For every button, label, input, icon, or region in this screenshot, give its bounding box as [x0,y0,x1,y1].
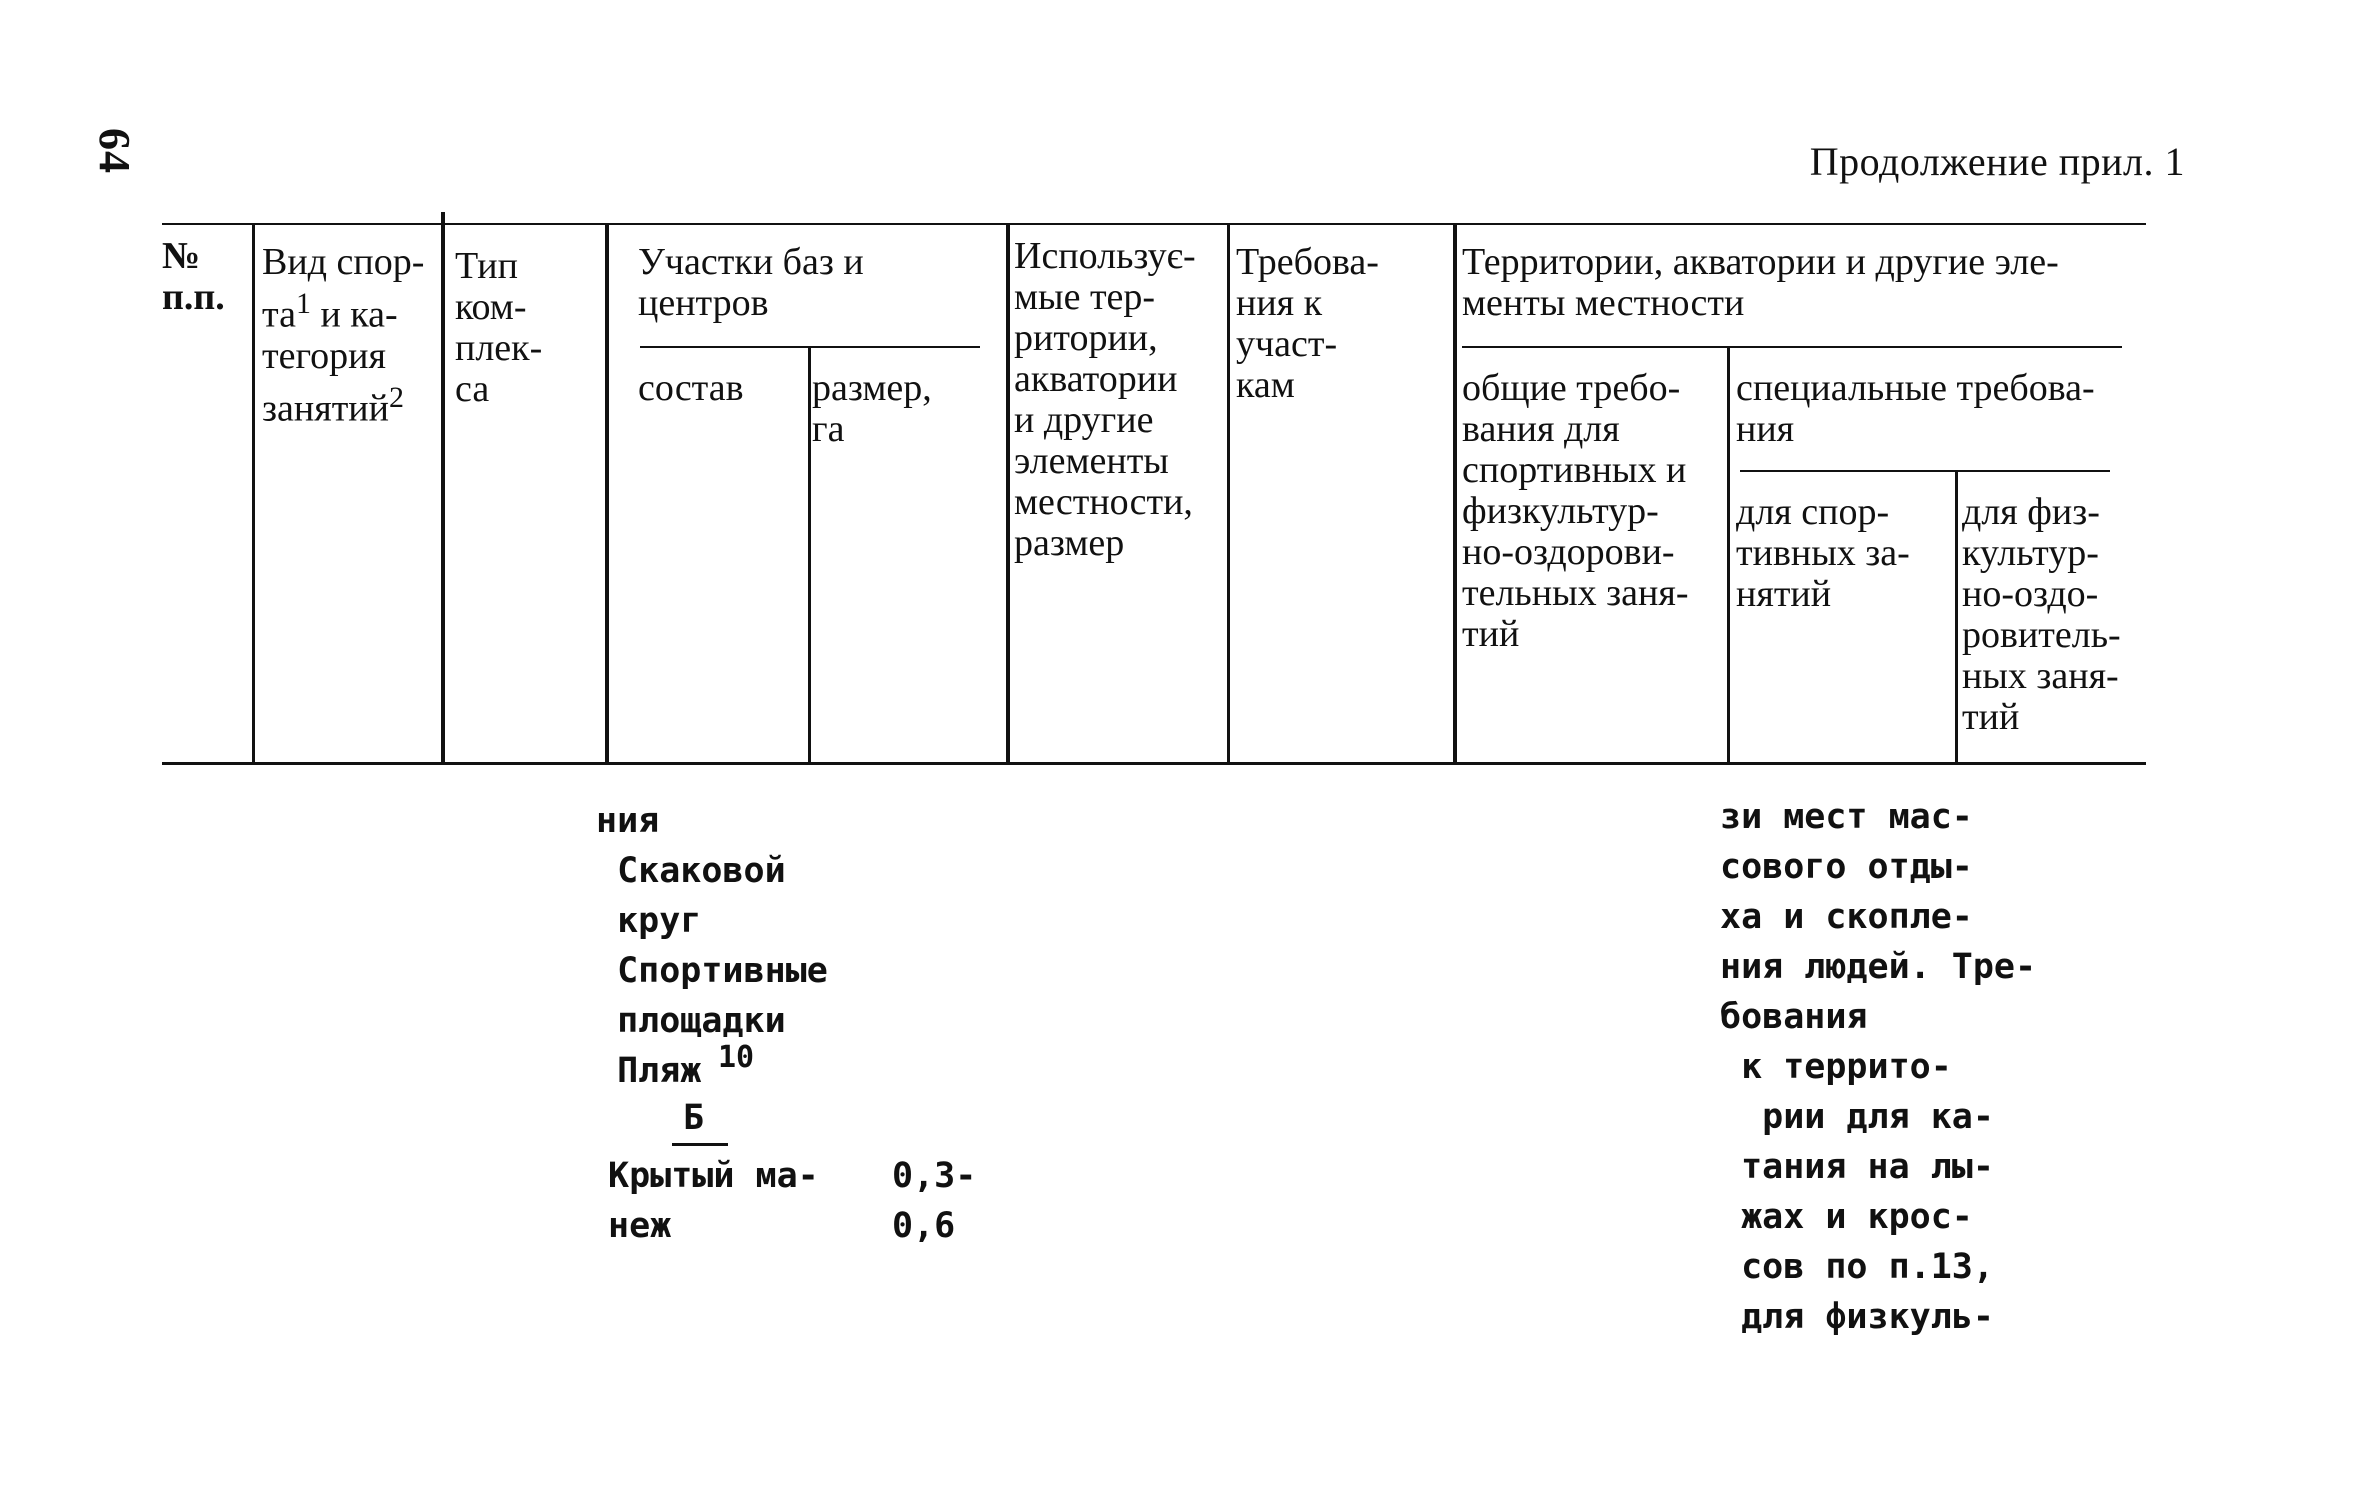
col-territory-sport-header: для спор- тивных за- нятий [1736,491,1910,615]
manege-size-2: 0,6 [892,1206,956,1246]
col-used-header: Использує- мые тер- ритории, акватории и другие элементы местности, размер [1014,235,1196,564]
col-sport-footnote-2: 2 [388,380,404,414]
col-requirements-header: Требова- ния к участ- кам [1236,241,1379,406]
col-divider [1727,346,1730,764]
col-divider [1453,223,1457,764]
special-subheader-rule [1740,470,2110,472]
col-territory-general-header: общие требо- вания для спортивных и физкультур- но-оздорови- тельных заня- тий [1462,367,1689,655]
page-heading: Продолжение прил. 1 [1809,139,2185,184]
manege-line-2: неж [608,1206,672,1246]
col-territory-fitness-header: для физ- культур- но-оздо- ровитель- ных заня- тий [1962,491,2121,738]
col-sport-text-2: и ка- тегория занятий [262,293,398,430]
col-divider [1955,470,1958,764]
beach-footnote: 10 [718,1040,755,1075]
sites-subheader-rule [640,346,980,348]
col-divider [1227,223,1230,764]
manege-size-1: 0,3- [892,1156,977,1196]
manege-line-1: Крытый ма- [608,1156,819,1196]
page-number: 64 [90,128,139,174]
site-list: ния Скаковой круг Спортивные площадки Пляж [596,801,828,1091]
col-divider [1006,223,1010,764]
col-divider [441,212,445,764]
col-sites-header: Участки баз и центров [638,241,864,324]
territory-requirements-text: зи мест мас- сового отды- ха и скопле- ния людей. Тре- бования к террито- рии для ка- тания на лы- жах и крос- сов по п.13, для физкуль- [1720,797,2037,1337]
col-sites-size-header: размер, га [812,367,932,450]
table-bottom-rule [162,762,2146,765]
table-top-rule [162,223,2146,225]
col-divider [808,346,811,764]
col-sport-footnote: 1 [295,287,311,320]
col-divider [605,223,609,764]
col-number-header: № п.п. [162,235,225,318]
section-letter-underline [672,1143,728,1146]
col-sites-composition-header: состав [638,367,744,409]
territory-subheader-rule [1462,346,2122,348]
col-divider [252,223,255,764]
section-letter: Б [683,1098,705,1138]
col-sport-text: Вид спор- та [262,241,425,336]
col-territory-header: Территории, акватории и другие эле- менты местности [1462,241,2059,324]
col-sport-header [262,242,424,429]
col-type-header: Тип ком- плек- са [455,245,543,410]
col-territory-special-header: специальные требова- ния [1736,367,2095,450]
